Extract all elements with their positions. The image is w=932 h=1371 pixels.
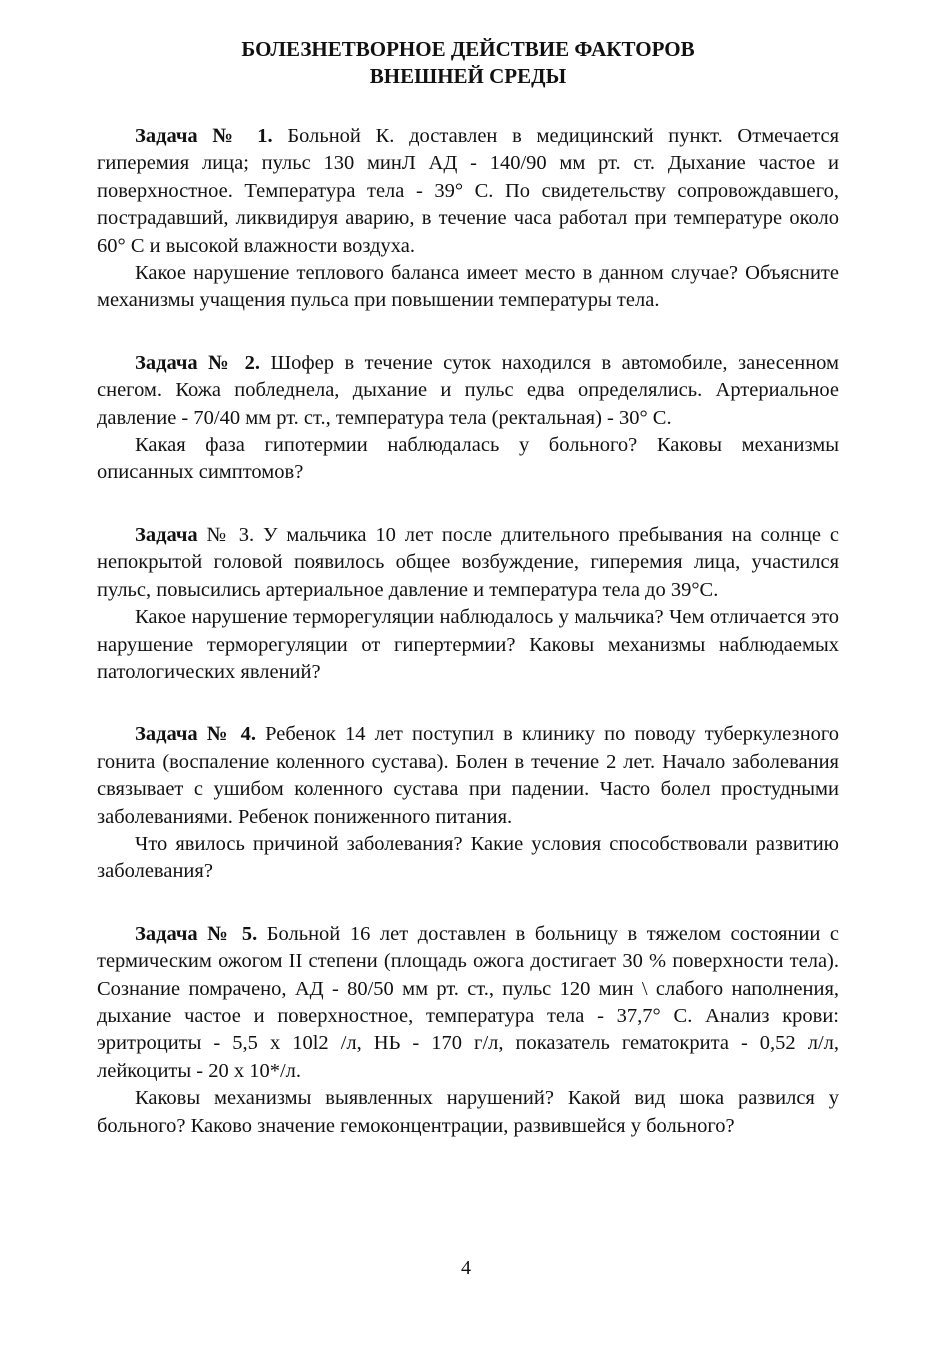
task-question: Какое нарушение терморегуляции наблюдалось у мальчика? Чем отличается это нарушение терморегуляции от гипертермии? Каковы механизмы наблюдаемых патологических явлений? (97, 606, 839, 683)
task-1 (97, 123, 839, 315)
task-condition-text: Больной К. доставлен в медицинский пункт. Отмечается гиперемия лица; пульс 130 минЛ АД - 140/90 мм рт. ст. Дыхание частое и поверхностное. Температура тела - 39° С. По свидетельству сопровождавшего, пострадавший, ликвидируя аварию, в течение часа работал при температуре около 60° С и высокой влажности воздуха. (97, 125, 840, 257)
page-title (97, 36, 839, 90)
document-page (97, 36, 839, 1140)
task-question: Какая фаза гипотермии наблюдалась у больного? Каковы механизмы описанных симптомов? (97, 434, 839, 484)
task-label: Задача № 1. (135, 125, 273, 147)
task-condition-text: Ребенок 14 лет поступил в клинику по поводу туберкулезного гонита (воспаление коленного сустава). Болен в течение 2 лет. Начало заболевания связывает с ушибом коленного сустава при падении. Часто болел простудными заболеваниями. Ребенок пониженного питания. (97, 723, 839, 828)
task-2 (97, 350, 839, 487)
task-question: Каковы механизмы выявленных нарушений? Какой вид шока развился у больного? Каково значение гемоконцентрации, развившейся у больного? (97, 1087, 839, 1137)
page-number: 4 (461, 1257, 471, 1279)
task-label: Задача № 5. (135, 922, 258, 945)
task-condition (97, 522, 839, 604)
task-condition (97, 350, 839, 432)
task-condition-text: Шофер в течение суток находился в автомобиле, занесенном снегом. Кожа побледнела, дыхание и пульс едва определялись. Артериальное давление - 70/40 мм рт. ст., температура тела (ректальная) - 30° С. (97, 351, 839, 429)
task-label-word: Задача (135, 523, 198, 546)
task-condition (97, 721, 839, 831)
task-3 (97, 522, 839, 686)
task-label: Задача № 4. (135, 723, 256, 746)
task-question: Что явилось причиной заболевания? Какие условия способствовали развитию заболевания? (97, 832, 839, 883)
task-condition (97, 123, 839, 260)
task-label: Задача № 2. (135, 351, 260, 374)
task-condition-text: У мальчика 10 лет после длительного пребывания на солнце с непокрытой головой появилось общее возбуждение, гиперемия лица, участился пульс, повысились артериальное давление и температура тела до 39°С. (97, 523, 839, 601)
task-5 (97, 921, 839, 1140)
task-condition-text: Больной 16 лет доставлен в больницу в тяжелом состоянии с термическим ожогом II степени (площадь ожога достигает 30 % поверхности тела). Сознание помрачено, АД - 80/50 мм рт. ст., пульс 120 мин \ слабого наполнения, дыхание частое и поверхностное, температура тела - 37,7° С. Анализ крови: эритроциты - 5,5 х 10l2 /л, НЬ - 170 г/л, показатель гематокрита - 0,52 л/л, лейкоциты - 20 х 10*/л. (97, 922, 840, 1082)
title-line-1: БОЛЕЗНЕТВОРНОЕ ДЕЙСТВИЕ ФАКТОРОВ (241, 37, 695, 61)
task-condition (97, 921, 839, 1085)
title-line-2: ВНЕШНЕЙ СРЕДЫ (369, 64, 567, 88)
task-label-number: № 3. (197, 523, 255, 546)
task-4 (97, 721, 839, 885)
task-label (135, 524, 254, 546)
task-question: Какое нарушение теплового баланса имеет место в данном случае? Объясните механизмы учащения пульса при повышении температуры тела. (97, 262, 839, 312)
